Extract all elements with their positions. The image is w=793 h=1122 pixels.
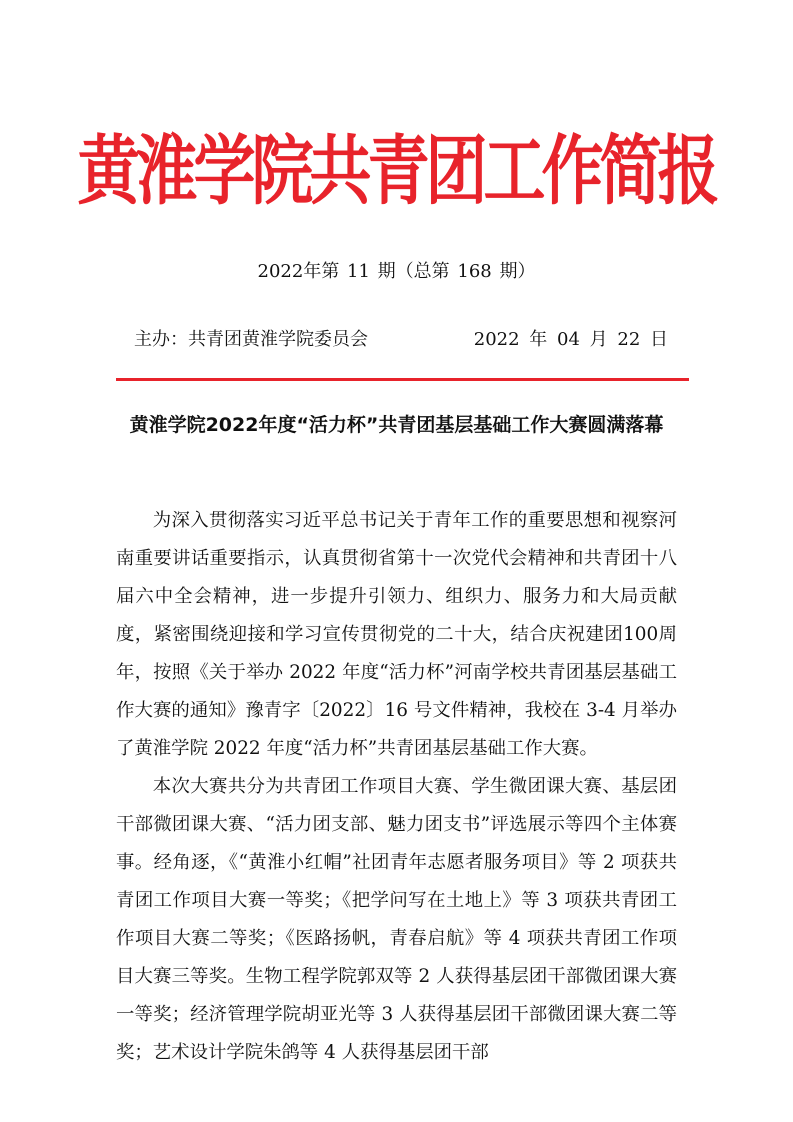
article-body <box>116 502 677 1072</box>
article-title: 黄淮学院2022年度“活力杯”共青团基层基础工作大赛圆满落幕 <box>129 414 664 436</box>
masthead-title: 黄淮学院共青团工作简报 <box>77 126 716 216</box>
red-divider <box>116 378 689 381</box>
article-paragraph: 本次大赛共分为共青团工作项目大赛、学生微团课大赛、基层团干部微团课大赛、“活力团支部、魅力团支书”评选展示等四个主体赛事。经角逐，《“黄淮小红帽”社团青年志愿者服务项目》等 2 项获共青团工作项目大赛一等奖；《把学问写在土地上》等 3 项获共青团工作项目大赛二等奖；《医路扬帆，青春启航》等 4 项获共青团工作项目大赛三等奖。生物工程学院郭双等 2 人获得基层团干部微团课大赛一等奖；经济管理学院胡亚光等 3 人获得基层团干部微团课大赛二等奖；艺术设计学院朱鸽等 4 人获得基层团干部 <box>116 776 677 1063</box>
sponsor-label: 主办：共青团黄淮学院委员会 <box>134 329 368 350</box>
article-paragraph: 为深入贯彻落实习近平总书记关于青年工作的重要思想和视察河南重要讲话重要指示，认真贯彻省第十一次党代会精神和共青团十八届六中全会精神，进一步提升引领力、组织力、服务力和大局贡献度，紧密围绕迎接和学习宣传贯彻党的二十大，结合庆祝建团100周年，按照《关于举办 2022 年度“活力杯”河南学校共青团基层基础工作大赛的通知》豫青字〔2022〕16 号文件精神，我校在 3-4 月举办了黄淮学院 2022 年度“活力杯”共青团基层基础工作大赛。 <box>116 510 677 759</box>
issue-number: 2022年第 11 期（总第 168 期） <box>257 261 536 282</box>
issue-date: 2022 年 04 月 22 日 <box>473 329 668 350</box>
